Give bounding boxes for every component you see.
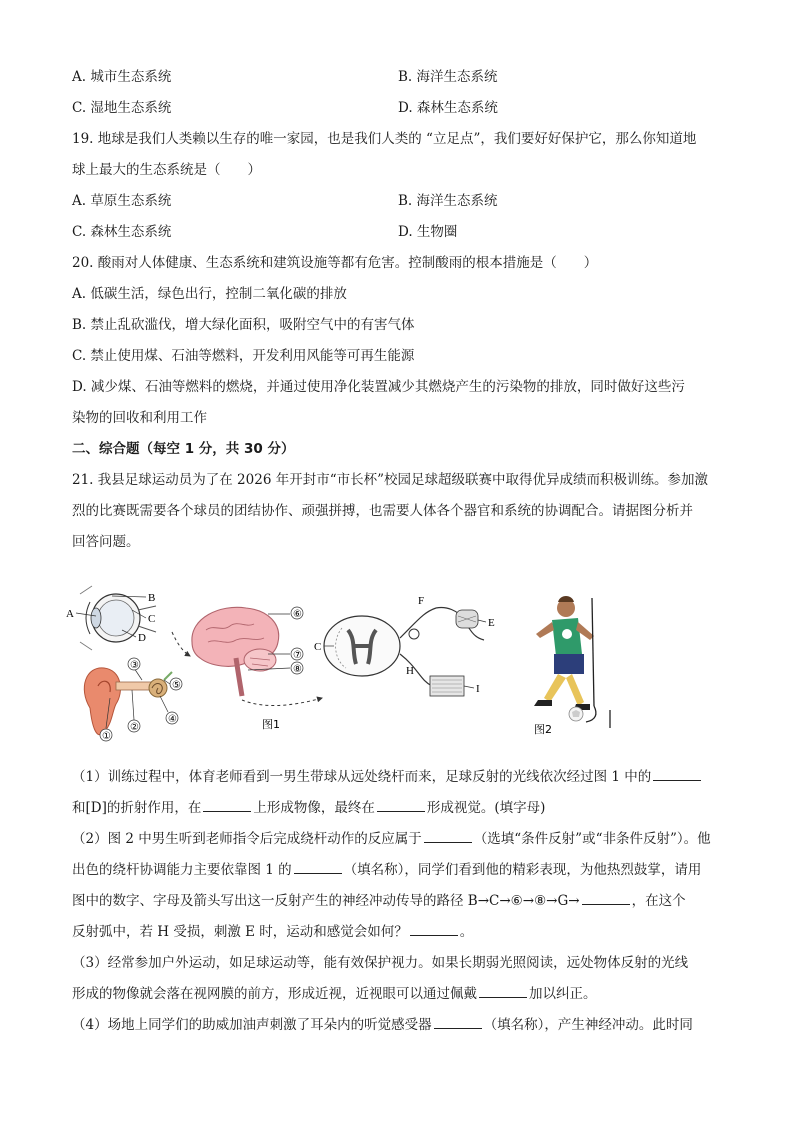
q19-option-c[interactable]: C. 森林生态系统 bbox=[72, 224, 172, 240]
q18-options-row-1 bbox=[72, 62, 722, 93]
ear-diagram bbox=[84, 658, 182, 742]
brain-label-6: ⑥ bbox=[293, 609, 302, 620]
q21-p2-text-g: 反射弧中，若 H 受损，刺激 E 时，运动和感觉会如何？ bbox=[72, 924, 408, 940]
q21-p3-text-b: 形成的物像就会落在视网膜的前方，形成近视，近视眼可以通过佩戴 bbox=[72, 986, 477, 1002]
q21-p1-text-a: （1）训练过程中，体育老师看到一男生带球从远处绕杆而来，足球反射的光线依次经过图 1 中的 bbox=[72, 769, 652, 785]
q21-intro-line-2: 烈的比赛既需要各个球员的团结协作、顽强拼搏，也需要人体各个器官和系统的协调配合。请据图分析并 bbox=[72, 503, 693, 519]
q21-intro-line-3: 回答问题。 bbox=[72, 534, 140, 550]
q21-p1-blank-1[interactable] bbox=[653, 764, 701, 781]
q21-intro bbox=[72, 465, 722, 558]
q18-options-row-2 bbox=[72, 93, 722, 124]
q21-p3-blank-1[interactable] bbox=[479, 981, 527, 998]
q21-p4-blank-1[interactable] bbox=[434, 1012, 482, 1029]
q18-option-b[interactable]: B. 海洋生态系统 bbox=[398, 69, 498, 85]
q18-option-a[interactable]: A. 城市生态系统 bbox=[72, 69, 172, 85]
q21-p4-text-b: （填名称），产生神经冲动。此时同 bbox=[483, 1017, 693, 1033]
q21-p1-text-b: 和[D]的折射作用，在 bbox=[72, 800, 202, 816]
q21-figure bbox=[66, 580, 722, 752]
q20-option-d-line-1: D. 减少煤、石油等燃料的燃烧，并通过使用净化装置减少其燃烧产生的污染物的排放，同时做好这些污 bbox=[72, 379, 685, 395]
arrow-brain-to-cord bbox=[242, 698, 322, 706]
q21-p2-text-c: 出色的绕杆协调能力主要依靠图 1 的 bbox=[72, 862, 292, 878]
q21-p2-blank-2[interactable] bbox=[294, 857, 342, 874]
cord-label-i: I bbox=[476, 683, 480, 695]
q21-p2-text-a: （2）图 2 中男生听到老师指令后完成绕杆动作的反应属于 bbox=[72, 831, 422, 847]
fig2-caption: 图2 bbox=[534, 723, 552, 736]
q21-p2-blank-3[interactable] bbox=[582, 888, 630, 905]
q20-stem: 20. 酸雨对人体健康、生态系统和建筑设施等都有危害。控制酸雨的根本措施是（ ） bbox=[72, 255, 598, 271]
q18-option-c[interactable]: C. 湿地生态系统 bbox=[72, 100, 172, 116]
q21-p3-text-c: 加以纠正。 bbox=[529, 986, 597, 1002]
q18-option-d[interactable]: D. 森林生态系统 bbox=[398, 100, 498, 116]
brain-label-8: ⑧ bbox=[293, 664, 302, 675]
cord-label-c: C bbox=[314, 641, 322, 653]
q21-part-2 bbox=[72, 824, 722, 948]
q19-option-b[interactable]: B. 海洋生态系统 bbox=[398, 193, 498, 209]
q19-option-d[interactable]: D. 生物圈 bbox=[398, 224, 458, 240]
q21-p2-blank-4[interactable] bbox=[410, 919, 458, 936]
q20-option-d[interactable] bbox=[72, 372, 722, 434]
ear-label-4: ④ bbox=[168, 714, 177, 725]
q20-option-c[interactable]: C. 禁止使用煤、石油等燃料，开发利用风能等可再生能源 bbox=[72, 348, 415, 364]
q21-figure-svg bbox=[66, 580, 722, 752]
spinal-cord-diagram bbox=[314, 595, 495, 696]
fig1-caption: 图1 bbox=[262, 718, 280, 731]
brain-label-7: ⑦ bbox=[293, 650, 302, 661]
q21-part-1 bbox=[72, 762, 722, 824]
eye-label-b: B bbox=[148, 592, 156, 604]
brain-diagram bbox=[192, 607, 303, 696]
q21-p3-text-a: （3）经常参加户外运动，如足球运动等，能有效保护视力。如果长期弱光照阅读，远处物体反射的光线 bbox=[72, 955, 689, 971]
q21-p2-text-h: 。 bbox=[459, 924, 474, 940]
eye-label-a: A bbox=[66, 608, 74, 620]
section-2-title: 二、综合题（每空 1 分，共 30 分） bbox=[72, 441, 295, 457]
q21-p4-text-a: （4）场地上同学们的助威加油声刺激了耳朵内的听觉感受器 bbox=[72, 1017, 432, 1033]
q21-p1-text-d: 形成视觉。(填字母) bbox=[426, 800, 546, 816]
q19-options-row-1 bbox=[72, 186, 722, 217]
q20-option-b[interactable]: B. 禁止乱砍滥伐，增大绿化面积，吸附空气中的有害气体 bbox=[72, 317, 415, 333]
eye-label-c: C bbox=[148, 613, 156, 625]
q21-p1-blank-2[interactable] bbox=[203, 795, 251, 812]
cord-label-h: H bbox=[406, 665, 414, 677]
q20-option-d-line-2: 染物的回收和利用工作 bbox=[72, 410, 207, 426]
q21-p1-blank-3[interactable] bbox=[377, 795, 425, 812]
q21-p2-text-e: 图中的数字、字母及箭头写出这一反射产生的神经冲动传导的路径 B→C→⑥→⑧→G→ bbox=[72, 893, 580, 909]
q19-stem bbox=[72, 124, 722, 186]
q21-p1-text-c: 上形成物像，最终在 bbox=[253, 800, 375, 816]
q21-p2-blank-1[interactable] bbox=[424, 826, 472, 843]
q21-p2-text-f: ，在这个 bbox=[631, 893, 686, 909]
football-player-illustration bbox=[534, 596, 610, 728]
cord-label-e: E bbox=[488, 617, 495, 629]
ear-label-1: ① bbox=[102, 731, 111, 742]
ear-label-3: ③ bbox=[130, 660, 139, 671]
exam-page bbox=[66, 62, 722, 1041]
cord-label-f: F bbox=[418, 595, 425, 607]
q19-option-a[interactable]: A. 草原生态系统 bbox=[72, 193, 172, 209]
q21-intro-line-1: 21. 我县足球运动员为了在 2026 年开封市“市长杯”校园足球超级联赛中取得优异成绩而积极训练。参加激 bbox=[72, 472, 709, 488]
eye-label-d: D bbox=[138, 632, 146, 644]
q21-part-3 bbox=[72, 948, 722, 1010]
ear-label-2: ② bbox=[130, 722, 139, 733]
q19-stem-line-1: 19. 地球是我们人类赖以生存的唯一家园，也是我们人类的 “立足点”，我们要好好保护它，那么你知道地 bbox=[72, 131, 697, 147]
q21-part-4 bbox=[72, 1010, 722, 1041]
ear-label-5: ⑤ bbox=[172, 680, 181, 691]
q19-options-row-2 bbox=[72, 217, 722, 248]
eye-diagram bbox=[66, 586, 156, 650]
q21-p2-text-b: （选填“条件反射”或“非条件反射”）。他 bbox=[473, 831, 711, 847]
q19-stem-line-2: 球上最大的生态系统是（ ） bbox=[72, 162, 261, 178]
q21-p2-text-d: （填名称），同学们看到他的精彩表现，为他热烈鼓掌，请用 bbox=[343, 862, 702, 878]
arrow-eye-to-brain bbox=[172, 632, 190, 656]
q20-option-a[interactable]: A. 低碳生活，绿色出行，控制二氧化碳的排放 bbox=[72, 286, 347, 302]
